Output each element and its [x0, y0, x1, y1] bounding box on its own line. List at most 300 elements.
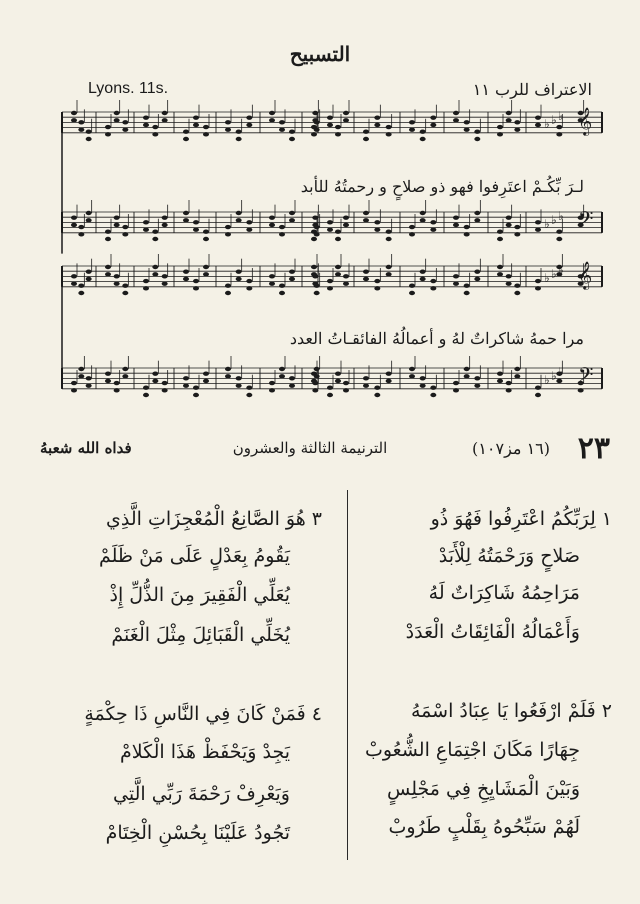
note-head [183, 269, 189, 273]
note-head [193, 123, 199, 127]
note-head [71, 215, 77, 219]
note-head [335, 265, 341, 269]
note-head [86, 211, 92, 215]
note-head [474, 211, 480, 215]
note-head [289, 218, 295, 222]
note-head [289, 211, 295, 215]
note-head [105, 125, 111, 129]
note-head [246, 115, 252, 119]
lyrics-line-1: لـرَ بِّكُـمْ اعتَرِفوا فهو ذو صلاحٍ و رحمتُهُ للأبد [300, 177, 584, 196]
note-head [420, 277, 426, 281]
note-head [279, 232, 285, 236]
note-head [343, 223, 349, 227]
note-head [78, 291, 84, 295]
note-head [114, 388, 120, 392]
note-head [535, 227, 541, 231]
note-head [430, 279, 436, 283]
note-head [497, 371, 503, 375]
note-head [193, 115, 199, 119]
note-head [143, 220, 149, 224]
verse-line: يُعَلِّي الْفَقِيرَ مِنَ الذُّلِّ إِذْ [109, 584, 290, 606]
note-head [374, 279, 380, 283]
note-head [311, 265, 317, 269]
note-head [225, 225, 231, 229]
treble-clef-icon: 𝄞 [578, 107, 593, 135]
note-head [464, 120, 470, 124]
verse-line: وَبَيْنَ الْمَشَايِخِ فِي مَجْلِسٍ [387, 778, 580, 800]
note-head [464, 232, 470, 236]
note-head [143, 115, 149, 119]
note-head [374, 227, 380, 231]
note-head [225, 284, 231, 288]
note-head [203, 272, 209, 276]
note-head [556, 237, 562, 241]
note-head [236, 211, 242, 215]
flat-icon: ♭ [544, 217, 550, 231]
note-head [420, 376, 426, 380]
note-head [279, 127, 285, 131]
column-divider [347, 490, 348, 860]
music-score [56, 100, 606, 420]
note-head [289, 269, 295, 273]
note-head [114, 381, 120, 385]
note-head [71, 111, 77, 115]
note-head [343, 274, 349, 278]
note-head [386, 371, 392, 375]
note-head [363, 376, 369, 380]
note-head [343, 281, 349, 285]
note-head [514, 120, 520, 124]
note-head [152, 132, 158, 136]
note-head [162, 388, 168, 392]
note-head [409, 127, 415, 131]
tune-name: Lyons. 11s. [88, 80, 169, 97]
note-head [78, 225, 84, 229]
note-head [314, 232, 320, 236]
note-head [143, 386, 149, 390]
note-head [143, 123, 149, 127]
note-head [430, 220, 436, 224]
note-head [236, 277, 242, 281]
note-head [279, 374, 285, 378]
note-head [327, 123, 333, 127]
flat-icon: ♭ [558, 263, 564, 277]
note-head [312, 388, 318, 392]
note-head [162, 111, 168, 115]
hymn-header [0, 431, 640, 469]
hymn-number: ٢٣ [577, 431, 610, 466]
note-head [514, 367, 520, 371]
note-head [497, 230, 503, 234]
note-head [289, 376, 295, 380]
note-head [453, 381, 459, 385]
note-head [314, 120, 320, 124]
note-head [535, 123, 541, 127]
note-head [363, 130, 369, 134]
meter-label: الاعتراف للرب ١١ [472, 80, 592, 99]
note-head [122, 367, 128, 371]
note-head [86, 269, 92, 273]
note-head [78, 120, 84, 124]
note-head [183, 137, 189, 141]
note-head [122, 291, 128, 295]
note-head [474, 383, 480, 387]
note-head [363, 218, 369, 222]
note-head [143, 286, 149, 290]
note-head [464, 225, 470, 229]
note-head [312, 381, 318, 385]
note-head [453, 118, 459, 122]
flat-icon: ♭ [551, 213, 557, 227]
note-head [343, 388, 349, 392]
note-head [556, 379, 562, 383]
note-head [343, 215, 349, 219]
note-head [535, 386, 541, 390]
note-head [246, 220, 252, 224]
note-head [122, 225, 128, 229]
note-head [162, 215, 168, 219]
note-head [78, 374, 84, 378]
note-head [474, 130, 480, 134]
note-head [327, 286, 333, 290]
note-head [430, 123, 436, 127]
note-head [122, 232, 128, 236]
note-head [497, 237, 503, 241]
note-head [236, 376, 242, 380]
note-head [335, 371, 341, 375]
note-head [420, 218, 426, 222]
verse-line: ٤ فَمَنْ كَانَ فِي النَّاسِ ذَا حِكْمَةٍ [84, 703, 322, 725]
note-head [497, 379, 503, 383]
note-head [246, 286, 252, 290]
note-head [203, 237, 209, 241]
note-head [464, 284, 470, 288]
note-head [279, 284, 285, 288]
note-head [335, 132, 341, 136]
flat-icon: ♭ [558, 209, 564, 223]
page-title: التسبيح [289, 42, 351, 66]
note-head [311, 237, 317, 241]
note-head [105, 265, 111, 269]
note-head [289, 137, 295, 141]
note-head [374, 115, 380, 119]
note-head [409, 291, 415, 295]
note-head [289, 130, 295, 134]
note-head [114, 281, 120, 285]
note-head [105, 272, 111, 276]
note-head [183, 130, 189, 134]
note-head [143, 393, 149, 397]
note-head [453, 274, 459, 278]
note-head [506, 274, 512, 278]
note-head [420, 383, 426, 387]
treble-clef-icon: 𝄞 [578, 261, 593, 289]
note-head [86, 218, 92, 222]
note-head [514, 291, 520, 295]
note-head [193, 220, 199, 224]
note-head [114, 223, 120, 227]
note-head [327, 386, 333, 390]
verse-line: وَيَعْرِفْ رَحْمَةَ رَبِّي الَّتِي [113, 783, 290, 805]
note-head [386, 230, 392, 234]
note-head [314, 127, 320, 131]
note-head [420, 130, 426, 134]
verse-line: ٢ فَلَمْ ارْفَعُوا يَا عِبَادُ اسْمَهُ [411, 700, 612, 722]
note-head [506, 118, 512, 122]
note-head [78, 284, 84, 288]
note-head [514, 127, 520, 131]
note-head [152, 272, 158, 276]
note-head [86, 130, 92, 134]
verse-line: مَرَاحِمُهُ شَاكِرَاتٌ لَهُ [428, 582, 580, 604]
note-head [279, 225, 285, 229]
hymn-title: الترنيمة الثالثة والعشرون [232, 439, 388, 457]
note-head [430, 393, 436, 397]
note-head [269, 118, 275, 122]
note-head [236, 218, 242, 222]
note-head [71, 388, 77, 392]
note-head [225, 291, 231, 295]
note-head [464, 367, 470, 371]
note-head [193, 393, 199, 397]
note-head [327, 279, 333, 283]
note-head [335, 379, 341, 383]
note-head [203, 265, 209, 269]
note-head [246, 393, 252, 397]
note-head [236, 383, 242, 387]
note-head [506, 215, 512, 219]
note-head [183, 211, 189, 215]
note-head [514, 374, 520, 378]
note-head [474, 269, 480, 273]
note-head [152, 237, 158, 241]
note-head [269, 274, 275, 278]
note-head [114, 111, 120, 115]
note-head [386, 132, 392, 136]
note-head [453, 388, 459, 392]
verse-line: وَأَعْمَالُهُ الْفَائِقَاتُ الْعَدَدْ [405, 621, 580, 643]
note-head [506, 388, 512, 392]
note-head [497, 272, 503, 276]
note-head [114, 274, 120, 278]
note-head [105, 371, 111, 375]
note-head [363, 269, 369, 273]
note-head [464, 127, 470, 131]
note-head [203, 132, 209, 136]
note-head [71, 274, 77, 278]
verse-line: تَجُودُ عَلَيْنَا بِحُسْنِ الْخِتَامْ [105, 822, 290, 844]
note-head [143, 279, 149, 283]
note-head [453, 281, 459, 285]
note-head [86, 137, 92, 141]
note-head [409, 232, 415, 236]
note-head [343, 118, 349, 122]
note-head [162, 281, 168, 285]
note-head [363, 277, 369, 281]
note-head [246, 386, 252, 390]
note-head [71, 281, 77, 285]
note-head [474, 277, 480, 281]
note-head [236, 137, 242, 141]
bass-clef-icon: 𝄢 [578, 363, 594, 391]
note-head [114, 118, 120, 122]
note-head [535, 279, 541, 283]
flat-icon: ♭ [551, 267, 557, 281]
note-head [193, 279, 199, 283]
note-head [203, 125, 209, 129]
note-head [420, 137, 426, 141]
note-head [122, 284, 128, 288]
note-head [193, 227, 199, 231]
note-head [152, 125, 158, 129]
note-head [464, 291, 470, 295]
note-head [152, 230, 158, 234]
note-head [409, 374, 415, 378]
note-head [386, 265, 392, 269]
note-head [193, 386, 199, 390]
note-head [246, 279, 252, 283]
note-head [86, 383, 92, 387]
note-head [162, 223, 168, 227]
note-head [327, 227, 333, 231]
note-head [162, 118, 168, 122]
note-head [269, 281, 275, 285]
note-head [152, 371, 158, 375]
note-head [225, 120, 231, 124]
note-head [183, 383, 189, 387]
note-head [374, 393, 380, 397]
note-head [279, 367, 285, 371]
note-head [535, 286, 541, 290]
flat-icon: ♭ [544, 117, 550, 131]
note-head [314, 284, 320, 288]
flat-icon: ♭ [558, 365, 564, 379]
note-head [420, 269, 426, 273]
note-head [327, 115, 333, 119]
note-head [105, 132, 111, 136]
note-head [183, 277, 189, 281]
note-head [335, 125, 341, 129]
note-head [225, 127, 231, 131]
note-head [506, 223, 512, 227]
note-head [514, 225, 520, 229]
note-head [236, 269, 242, 273]
note-head [162, 274, 168, 278]
note-head [363, 211, 369, 215]
bass-clef-icon: 𝄢 [578, 207, 594, 235]
note-head [312, 111, 318, 115]
note-head [78, 232, 84, 236]
note-head [556, 230, 562, 234]
note-head [203, 371, 209, 375]
note-head [327, 220, 333, 224]
note-head [183, 218, 189, 222]
note-head [152, 379, 158, 383]
note-head [327, 393, 333, 397]
note-head [225, 374, 231, 378]
note-head [183, 376, 189, 380]
note-head [535, 393, 541, 397]
note-head [430, 115, 436, 119]
note-head [474, 376, 480, 380]
note-head [335, 272, 341, 276]
note-head [430, 386, 436, 390]
note-head [506, 381, 512, 385]
note-head [152, 265, 158, 269]
note-head [225, 232, 231, 236]
note-head [269, 381, 275, 385]
verse-line: لَهُمْ سَبِّحُوهُ بِقَلْبٍ طَرُوبْ [388, 816, 580, 838]
note-head [203, 379, 209, 383]
note-head [311, 132, 317, 136]
note-head [386, 125, 392, 129]
note-head [122, 120, 128, 124]
note-head [514, 284, 520, 288]
note-head [246, 123, 252, 127]
flat-icon: ♭ [558, 109, 564, 123]
note-head [193, 286, 199, 290]
note-head [269, 215, 275, 219]
note-head [464, 374, 470, 378]
verse-line: يَقُومُ بِعَدْلٍ عَلَى مَنْ ظَلَمْ [98, 545, 290, 567]
note-head [430, 227, 436, 231]
note-head [314, 374, 320, 378]
note-head [314, 367, 320, 371]
note-head [269, 111, 275, 115]
note-head [269, 223, 275, 227]
note-head [225, 367, 231, 371]
note-head [86, 376, 92, 380]
note-head [314, 291, 320, 295]
note-head [289, 277, 295, 281]
flat-icon: ♭ [551, 113, 557, 127]
note-head [386, 237, 392, 241]
note-head [122, 127, 128, 131]
note-head [279, 291, 285, 295]
note-head [474, 137, 480, 141]
flat-icon: ♭ [544, 373, 550, 387]
note-head [203, 230, 209, 234]
note-head [363, 383, 369, 387]
note-head [312, 274, 318, 278]
flat-icon: ♭ [544, 271, 550, 285]
lyrics-line-2: مرا حمهُ شاكراتٌ لهُ و أعمالُهُ الفائقـاتُ العدد [289, 329, 584, 348]
note-head [122, 374, 128, 378]
note-head [514, 232, 520, 236]
note-head [162, 381, 168, 385]
note-head [474, 218, 480, 222]
note-head [343, 111, 349, 115]
note-head [506, 111, 512, 115]
verse-line: يُخَلِّي الْقَبَائِلَ مِثْلَ الْغَنَمْ [111, 624, 290, 646]
note-head [453, 111, 459, 115]
note-head [246, 227, 252, 231]
note-head [453, 215, 459, 219]
hymn-author: فداه الله شعبهُ [40, 439, 132, 457]
verse-line: ١ لِرَبِّكُمُ اعْتَرِفُوا فَهُوَ ذُو [430, 508, 612, 530]
note-head [236, 130, 242, 134]
note-head [556, 125, 562, 129]
note-head [556, 132, 562, 136]
note-head [86, 277, 92, 281]
note-head [420, 211, 426, 215]
note-head [289, 383, 295, 387]
note-head [374, 386, 380, 390]
note-head [363, 137, 369, 141]
note-head [430, 286, 436, 290]
verse-line: يَجِدْ وَيَحْفَظْ هَذَا الْكَلامْ [120, 741, 290, 763]
note-head [535, 220, 541, 224]
